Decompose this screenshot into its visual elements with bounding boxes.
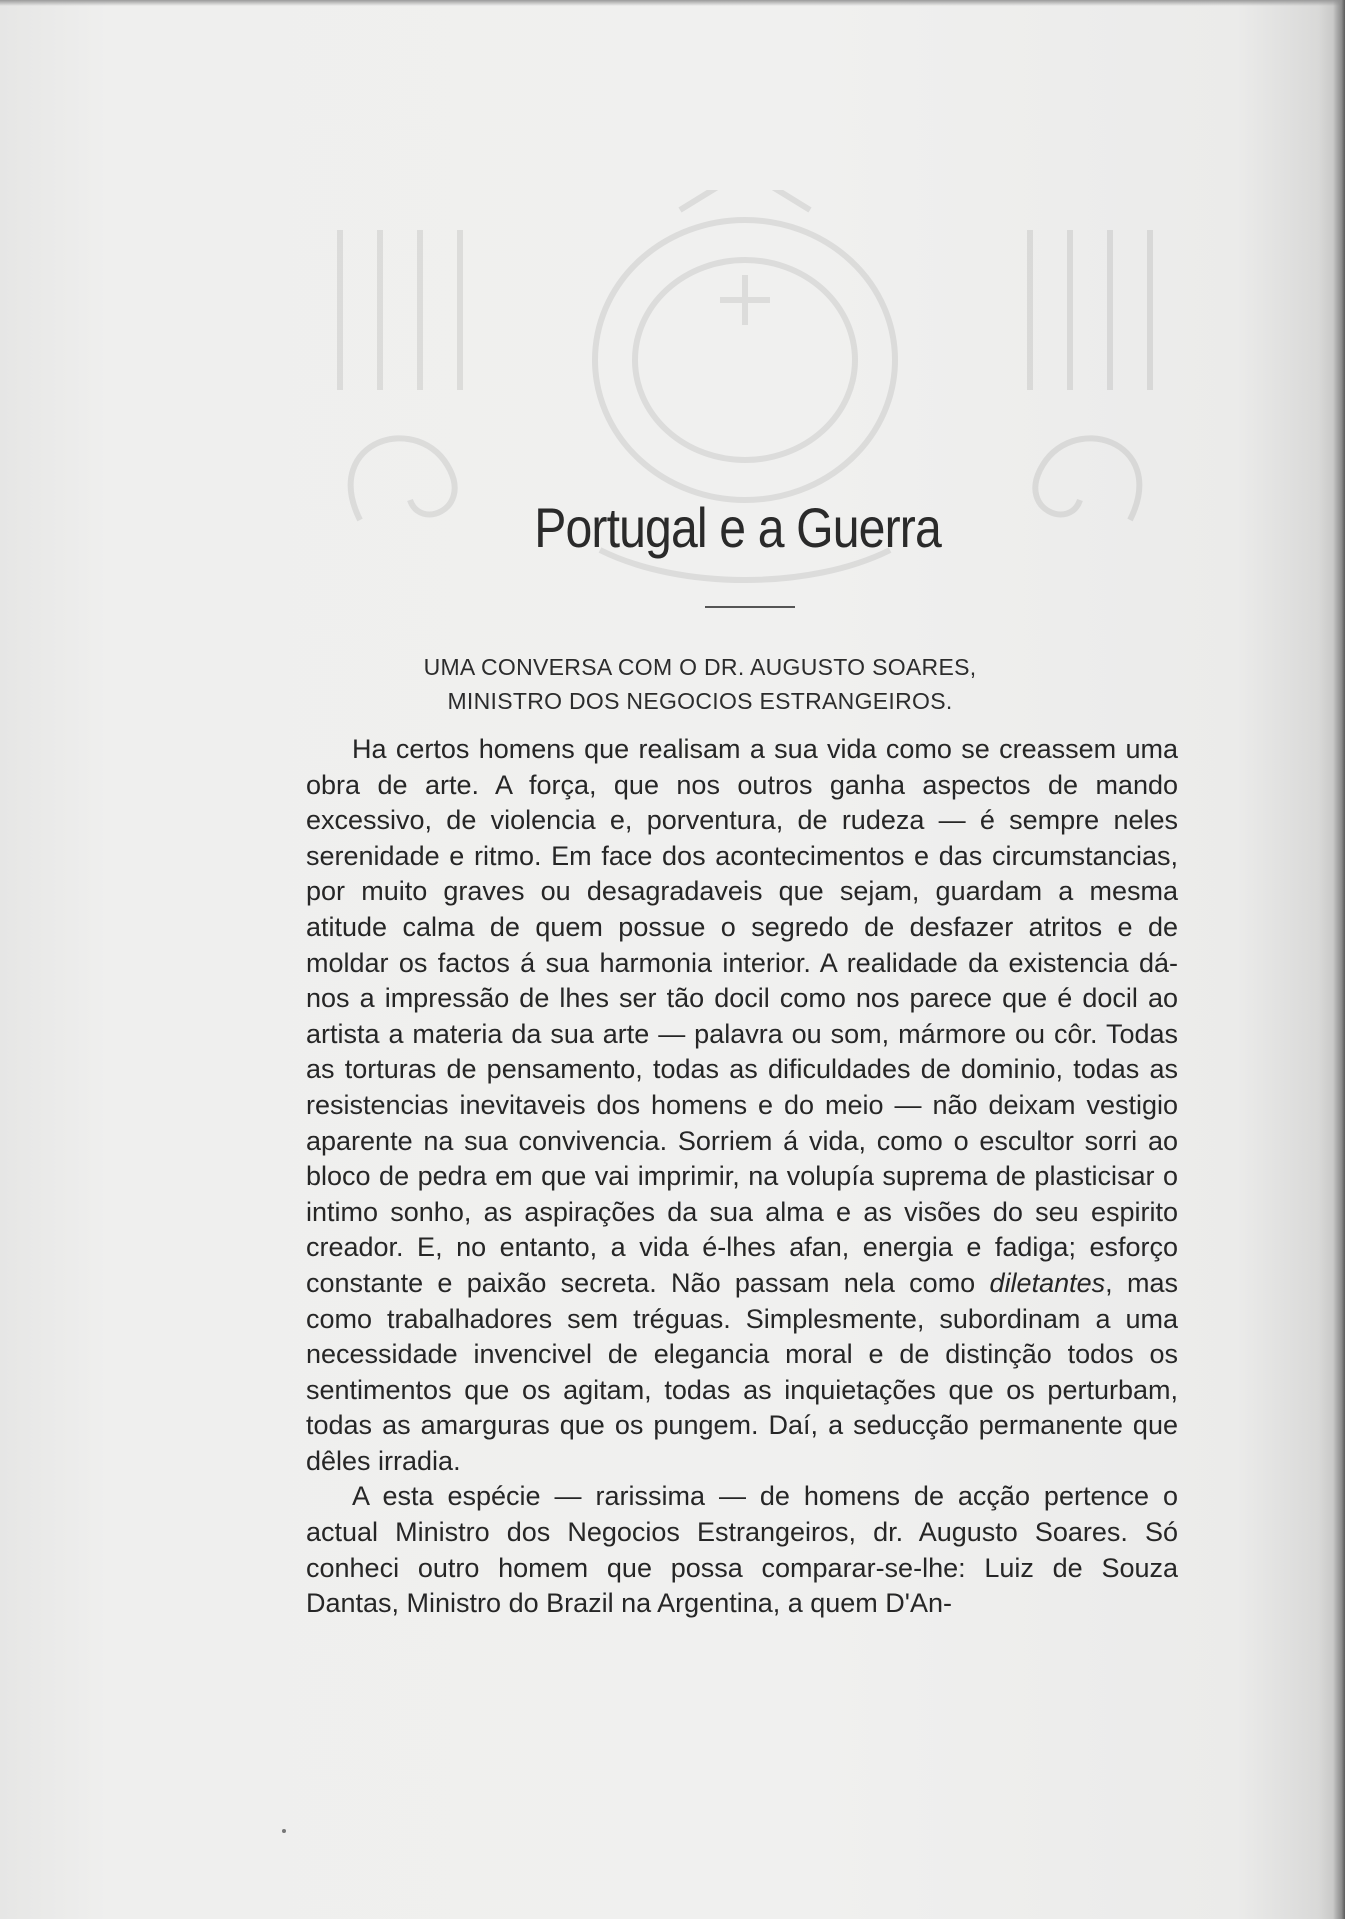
page-binding-edge (1333, 0, 1345, 1919)
print-speck (282, 1829, 286, 1833)
subtitle-line-2: MINISTRO DOS NEGOCIOS ESTRANGEIROS. (447, 688, 953, 714)
paragraph-1-text-b: , mas como trabalhadores sem tréguas. Simplesmente, subordinam a uma necessidade invencivel de elegancia moral e de distinção todos os sentimentos que os agitam, todas as inquietações que os perturbam, todas as amarguras que os pungem. Daí, a seducção permanente que dêles irradia. (306, 1267, 1178, 1476)
title-divider (705, 606, 795, 608)
article-subtitle (310, 650, 1090, 718)
paragraph-1-italic-word: diletantes (989, 1267, 1106, 1298)
article-title: Portugal e a Guerra (534, 496, 941, 559)
paragraph-1 (306, 732, 1178, 1479)
paragraph-2: A esta espécie — rarissima — de homens de acção pertence o actual Ministro dos Negocios Estrangeiros, dr. Augusto Soares. Só conheci outro homem que possa comparar-se-lhe: Luiz de Souza Dantas, Ministro do Brazil na Argentina, a quem D'An- (306, 1481, 1178, 1619)
page-top-edge (0, 0, 1345, 6)
article-body (306, 732, 1178, 1622)
subtitle-line-1: UMA CONVERSA COM O DR. AUGUSTO SOARES, (423, 654, 977, 680)
paragraph-1-text-a: Ha certos homens que realisam a sua vida como se creassem uma obra de arte. A força, que nos outros ganha aspectos de mando excessivo, de violencia e, porventura, de rudeza — é sempre neles serenidade e ritmo. Em face dos acontecimentos e das circumstancias, por muito graves ou desagradaveis que sejam, guardam a mesma atitude calma de quem possue o segredo de desfazer atritos e de moldar os factos á sua harmonia interior. A realidade da existencia dá-nos a impressão de lhes ser tão docil como nos parece que é docil ao artista a materia da sua arte — palavra ou som, mármore ou côr. Todas as torturas de pensamento, todas as dificuldades de dominio, todas as resistencias inevitaveis dos homens e do meio — não deixam vestigio aparente na sua convivencia. Sorriem á vida, como o escultor sorri ao bloco de pedra em que vai imprimir, na volupía suprema de plasticisar o intimo sonho, as aspirações da sua alma e as visões do seu espirito creador. E, no entanto, a vida é-lhes afan, energia e fadiga; esforço constante e paixão secreta. Não passam nela como (306, 734, 1178, 1298)
